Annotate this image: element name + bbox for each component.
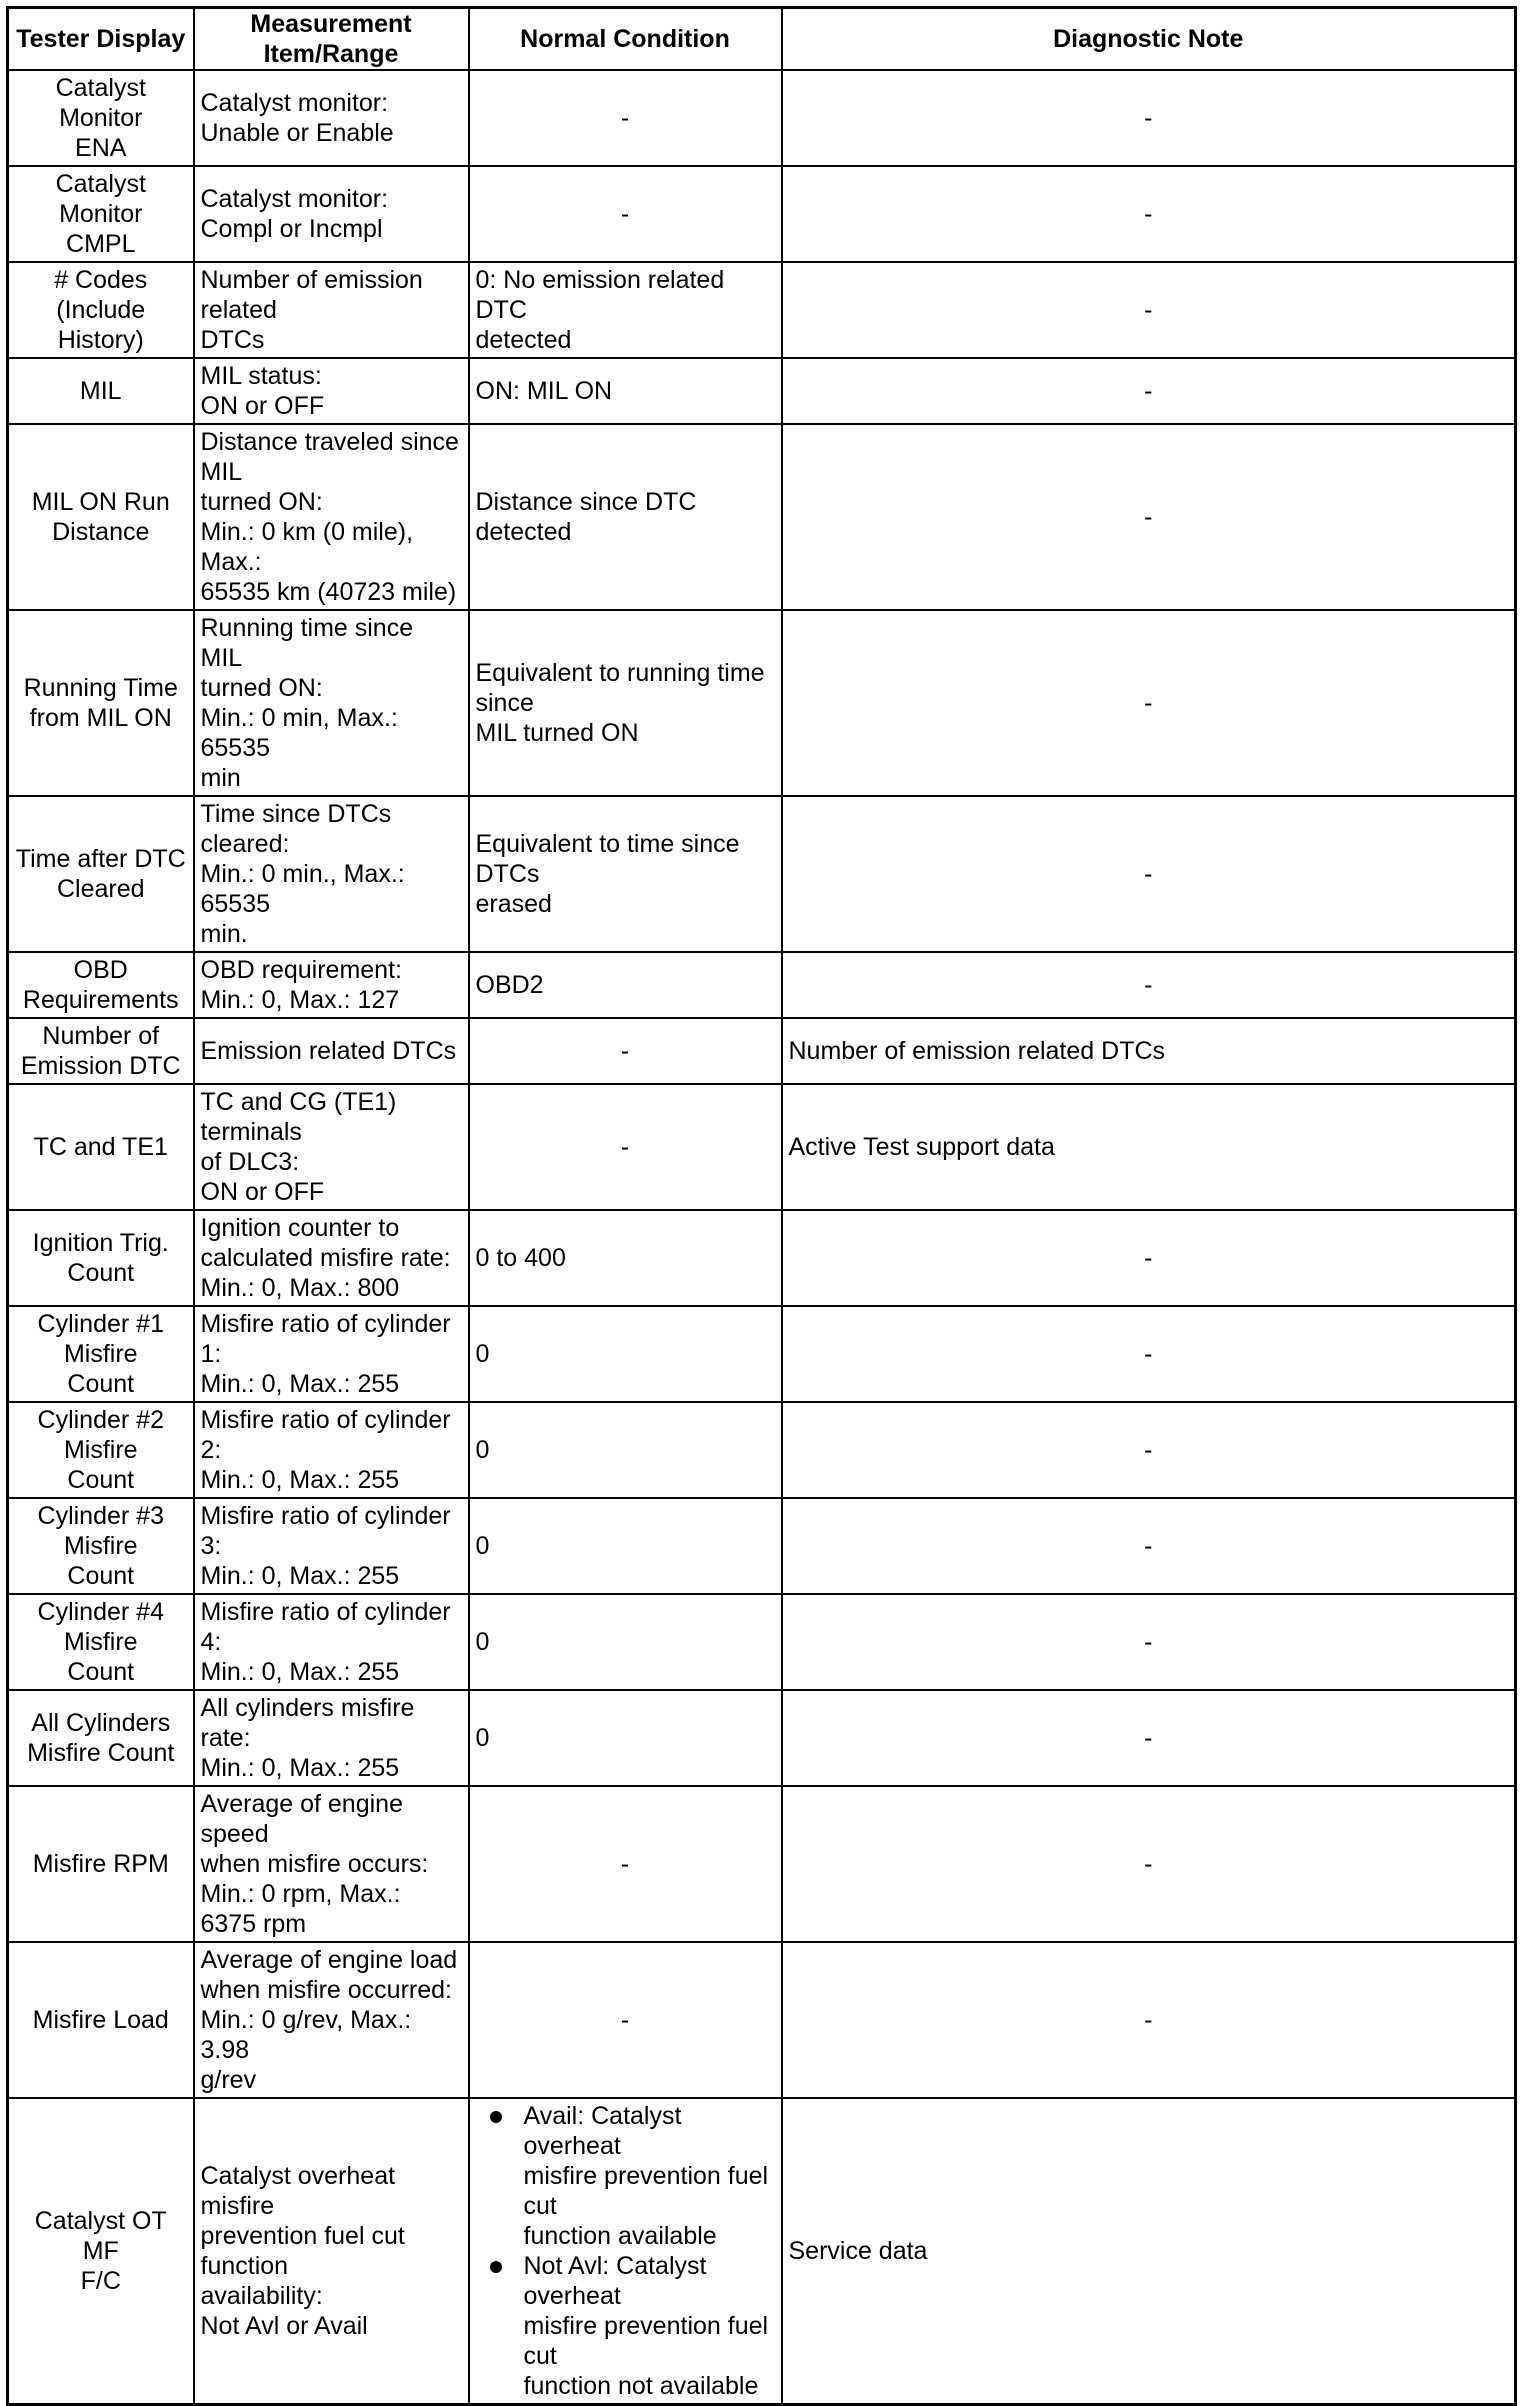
diagnostic-note-cell: - [782, 1942, 1516, 2098]
measurement-cell [194, 1306, 469, 1402]
measurement-cell [194, 610, 469, 796]
cell-line: - [620, 200, 630, 228]
cell-line: when misfire occurred: [200, 1976, 452, 2004]
diagnostic-note-cell: - [782, 1210, 1516, 1306]
table-row [8, 610, 1516, 796]
cell-line: Min.: 0 g/rev, Max.: 3.98 [200, 2006, 412, 2064]
diagnostic-note-cell: - [782, 952, 1516, 1018]
measurement-cell [194, 1942, 469, 2098]
tester-display-cell [8, 1402, 194, 1498]
tester-display-cell [8, 1210, 194, 1306]
measurement-cell [194, 952, 469, 1018]
normal-condition-cell [469, 1018, 782, 1084]
cell-line: min. [200, 920, 248, 948]
cell-line: All Cylinders [31, 1709, 171, 1737]
cell-line: Cylinder #4 Misfire [37, 1598, 164, 1656]
cell-line: Ignition Trig. [32, 1229, 169, 1257]
cell-line: CMPL [66, 230, 136, 258]
tester-display-cell [8, 796, 194, 952]
cell-line: TC and CG (TE1) terminals [200, 1088, 397, 1146]
cell-line: Cylinder #1 Misfire [37, 1310, 164, 1368]
normal-condition-cell [469, 796, 782, 952]
table-row [8, 1402, 1516, 1498]
cell-line: turned ON: [200, 674, 323, 702]
cell-line: Unable or Enable [200, 119, 394, 147]
cell-line: Min.: 0 min, Max.: 65535 [200, 704, 398, 762]
cell-line: 0 to 400 [475, 1244, 566, 1272]
tester-display-cell [8, 424, 194, 610]
table-row [8, 1018, 1516, 1084]
cell-line: Misfire ratio of cylinder 3: [200, 1502, 451, 1560]
cell-line: Cleared [56, 875, 145, 903]
cell-line: 0 [475, 1532, 490, 1560]
cell-line: Running Time [23, 674, 178, 702]
table-row [8, 262, 1516, 358]
cell-line: Requirements [22, 986, 179, 1014]
measurement-cell [194, 262, 469, 358]
diagnostic-note-cell: Service data [782, 2098, 1516, 2405]
tester-display-cell [8, 1084, 194, 1210]
cell-line: Min.: 0, Max.: 255 [200, 1754, 400, 1782]
data-list-table [6, 6, 1517, 2406]
tester-display-cell [8, 1594, 194, 1690]
tester-display-cell [8, 358, 194, 424]
cell-line: - [620, 1850, 630, 1878]
normal-condition-cell [469, 1594, 782, 1690]
cell-line: min [200, 764, 241, 792]
cell-line: Catalyst OT MF [34, 2207, 167, 2265]
cell-line: Running time since MIL [200, 614, 414, 672]
cell-line: Misfire RPM [32, 1850, 169, 1878]
cell-line: Min.: 0, Max.: 127 [200, 986, 400, 1014]
measurement-cell [194, 796, 469, 952]
document [6, 6, 1514, 2400]
table-row [8, 1084, 1516, 1210]
cell-line: of DLC3: [200, 1148, 300, 1176]
cell-line: Cylinder #3 Misfire [37, 1502, 164, 1560]
measurement-cell [194, 1018, 469, 1084]
cell-line: - [620, 1037, 630, 1065]
table-row [8, 1942, 1516, 2098]
cell-line: Average of engine speed [200, 1790, 403, 1848]
cell-line: Count [67, 1658, 135, 1686]
measurement-cell [194, 1210, 469, 1306]
normal-condition-cell [469, 2098, 782, 2405]
cell-line: detected [475, 326, 572, 354]
cell-line: ON or OFF [200, 1178, 325, 1206]
header-diagnostic-note: Diagnostic Note [782, 8, 1516, 71]
cell-line: OBD2 [475, 971, 544, 999]
cell-line: Min.: 0, Max.: 255 [200, 1466, 400, 1494]
table-row [8, 796, 1516, 952]
measurement-cell [194, 166, 469, 262]
cell-line: Min.: 0, Max.: 255 [200, 1658, 400, 1686]
tester-display-cell [8, 1498, 194, 1594]
cell-line: from MIL ON [29, 704, 172, 732]
cell-line: Time since DTCs cleared: [200, 800, 392, 858]
normal-condition-cell [469, 1084, 782, 1210]
cell-line: Misfire Load [32, 2006, 169, 2034]
tester-display-cell [8, 1306, 194, 1402]
measurement-cell [194, 424, 469, 610]
tester-display-cell [8, 1942, 194, 2098]
normal-condition-cell [469, 166, 782, 262]
cell-line: ENA [75, 134, 127, 162]
cell-line: Catalyst Monitor [55, 170, 146, 228]
measurement-cell [194, 2098, 469, 2405]
cell-line: calculated misfire rate: [200, 1244, 451, 1272]
cell-line: Count [67, 1370, 135, 1398]
table-row [8, 1306, 1516, 1402]
measurement-cell [194, 1498, 469, 1594]
diagnostic-note-cell: - [782, 610, 1516, 796]
normal-condition-cell [469, 1942, 782, 2098]
bullet-list [476, 2101, 775, 2401]
cell-line: Min.: 0 rpm, Max.: 6375 rpm [200, 1880, 401, 1938]
cell-line: function not available [523, 2372, 759, 2400]
cell-line: Number of emission related [200, 266, 423, 324]
diagnostic-note-cell: - [782, 1402, 1516, 1498]
normal-condition-cell [469, 952, 782, 1018]
cell-line: TC and TE1 [33, 1133, 168, 1161]
diagnostic-note-cell: - [782, 1498, 1516, 1594]
cell-line: Catalyst monitor: [200, 185, 389, 213]
normal-condition-cell [469, 262, 782, 358]
cell-line: MIL ON Run [31, 488, 170, 516]
cell-line: - [620, 2006, 630, 2034]
cell-line: MIL [79, 377, 122, 405]
diagnostic-note-cell: - [782, 166, 1516, 262]
table-row [8, 1786, 1516, 1942]
tester-display-cell [8, 1690, 194, 1786]
cell-line: Cylinder #2 Misfire [37, 1406, 164, 1464]
cell-line: Misfire ratio of cylinder 4: [200, 1598, 451, 1656]
cell-line: Catalyst monitor: [200, 89, 389, 117]
table-header-row [8, 8, 1516, 71]
cell-line: - [620, 1133, 630, 1161]
cell-line: - [620, 104, 630, 132]
diagnostic-note-cell: - [782, 424, 1516, 610]
tester-display-cell [8, 70, 194, 166]
normal-condition-cell [469, 1690, 782, 1786]
diagnostic-note-cell: - [782, 262, 1516, 358]
cell-line: Count [67, 1466, 135, 1494]
cell-line: g/rev [200, 2066, 257, 2094]
cell-line: Ignition counter to [200, 1214, 400, 1242]
diagnostic-note-cell: - [782, 796, 1516, 952]
cell-line: Not Avl or Avail [200, 2312, 368, 2340]
cell-line: ON: MIL ON [475, 377, 613, 405]
tester-display-cell [8, 2098, 194, 2405]
cell-line: OBD [73, 956, 128, 984]
cell-line: 0: No emission related DTC [475, 266, 725, 324]
tester-display-cell [8, 610, 194, 796]
measurement-cell [194, 358, 469, 424]
measurement-cell [194, 1594, 469, 1690]
diagnostic-note-cell: - [782, 70, 1516, 166]
normal-condition-cell [469, 1306, 782, 1402]
table-row [8, 166, 1516, 262]
cell-line: OBD requirement: [200, 956, 402, 984]
cell-line: # Codes (Include [54, 266, 148, 324]
tester-display-cell [8, 952, 194, 1018]
normal-condition-cell [469, 424, 782, 610]
table-row [8, 358, 1516, 424]
diagnostic-note-cell: Number of emission related DTCs [782, 1018, 1516, 1084]
measurement-cell [194, 70, 469, 166]
cell-line: Not Avl: Catalyst overheat [523, 2252, 707, 2310]
cell-line: availability: [200, 2282, 323, 2310]
table-row [8, 1690, 1516, 1786]
cell-line: Number of [42, 1022, 160, 1050]
cell-line: Equivalent to running time since [475, 659, 765, 717]
cell-line: function available [523, 2222, 717, 2250]
cell-line: 0 [475, 1628, 490, 1656]
cell-line: Distance since DTC detected [475, 488, 697, 546]
cell-line: misfire prevention fuel cut [523, 2312, 769, 2370]
cell-line: Emission related DTCs [200, 1037, 457, 1065]
tester-display-cell [8, 166, 194, 262]
table-row [8, 2098, 1516, 2405]
cell-line: F/C [80, 2267, 121, 2295]
table-row [8, 70, 1516, 166]
table-row [8, 424, 1516, 610]
measurement-cell [194, 1690, 469, 1786]
cell-line: Min.: 0, Max.: 255 [200, 1562, 400, 1590]
cell-line: ON or OFF [200, 392, 325, 420]
measurement-cell [194, 1402, 469, 1498]
cell-line: when misfire occurs: [200, 1850, 429, 1878]
cell-line: Time after DTC [15, 845, 186, 873]
cell-line: Compl or Incmpl [200, 215, 383, 243]
cell-line: 65535 km (40723 mile) [200, 578, 457, 606]
cell-line: Catalyst overheat misfire [200, 2162, 396, 2220]
cell-line: Distance [52, 518, 150, 546]
diagnostic-note-cell: - [782, 1306, 1516, 1402]
header-tester-display: Tester Display [8, 8, 194, 71]
cell-line: prevention fuel cut function [200, 2222, 405, 2280]
measurement-cell [194, 1084, 469, 1210]
cell-line: Min.: 0, Max.: 800 [200, 1274, 400, 1302]
cell-line: Min.: 0 km (0 mile), Max.: [200, 518, 414, 576]
cell-line: DTCs [200, 326, 265, 354]
cell-line: turned ON: [200, 488, 323, 516]
table-row [8, 1594, 1516, 1690]
cell-line: Count [67, 1259, 135, 1287]
cell-line: 0 [475, 1724, 490, 1752]
diagnostic-note-cell: - [782, 1786, 1516, 1942]
cell-line: Emission DTC [20, 1052, 181, 1080]
normal-condition-cell [469, 1786, 782, 1942]
header-measurement-item: Measurement Item/Range [194, 8, 469, 71]
normal-condition-cell [469, 610, 782, 796]
cell-line: misfire prevention fuel cut [523, 2162, 769, 2220]
cell-line: Avail: Catalyst overheat [523, 2102, 682, 2160]
cell-line: Count [67, 1562, 135, 1590]
tester-display-cell [8, 1018, 194, 1084]
cell-line: erased [475, 890, 552, 918]
table-row [8, 1210, 1516, 1306]
cell-line: 0 [475, 1436, 490, 1464]
cell-line: MIL turned ON [475, 719, 639, 747]
diagnostic-note-cell: Active Test support data [782, 1084, 1516, 1210]
normal-condition-cell [469, 1402, 782, 1498]
cell-line: Average of engine load [200, 1946, 458, 1974]
normal-condition-cell [469, 1498, 782, 1594]
cell-line: Catalyst Monitor [55, 74, 146, 132]
cell-line: Min.: 0 min., Max.: 65535 [200, 860, 405, 918]
normal-condition-cell [469, 1210, 782, 1306]
cell-line: Equivalent to time since DTCs [475, 830, 740, 888]
cell-line: Distance traveled since MIL [200, 428, 459, 486]
bullet-item [524, 2251, 775, 2401]
cell-line: Misfire ratio of cylinder 1: [200, 1310, 451, 1368]
bullet-item [524, 2101, 775, 2251]
cell-line: History) [57, 326, 144, 354]
diagnostic-note-cell: - [782, 1594, 1516, 1690]
measurement-cell [194, 1786, 469, 1942]
diagnostic-note-cell: - [782, 1690, 1516, 1786]
table-row [8, 952, 1516, 1018]
cell-line: 0 [475, 1340, 490, 1368]
table-row [8, 1498, 1516, 1594]
diagnostic-note-cell: - [782, 358, 1516, 424]
tester-display-cell [8, 1786, 194, 1942]
header-normal-condition: Normal Condition [469, 8, 782, 71]
tester-display-cell [8, 262, 194, 358]
cell-line: Misfire ratio of cylinder 2: [200, 1406, 451, 1464]
normal-condition-cell [469, 358, 782, 424]
cell-line: All cylinders misfire rate: [200, 1694, 415, 1752]
cell-line: Misfire Count [27, 1739, 175, 1767]
cell-line: Min.: 0, Max.: 255 [200, 1370, 400, 1398]
normal-condition-cell [469, 70, 782, 166]
cell-line: MIL status: [200, 362, 322, 390]
